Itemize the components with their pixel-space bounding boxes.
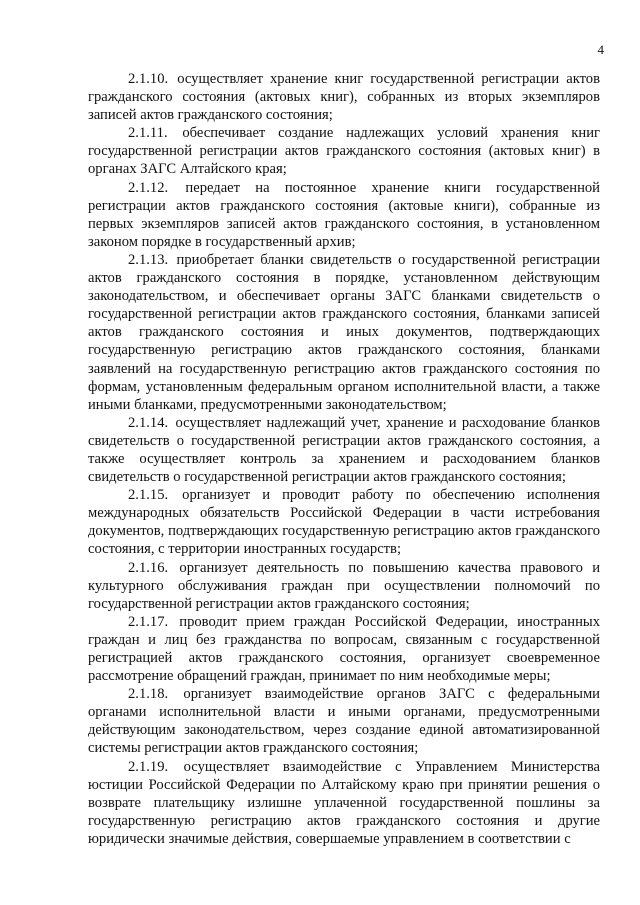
clause-text: осуществляет хранение книг государственной регистрации актов гражданского состояния (актовых книг), собранных из вторых экземпляров записей актов гражданского состояния;	[88, 71, 600, 124]
paragraph-2-1-16	[88, 559, 600, 613]
clause-text: приобретает бланки свидетельств о государственной регистрации актов гражданского состояния в порядке, установленном действующим законодательством, и обеспечивает органы ЗАГС бланками свидетельств о государственной регистрации актов гражданского состояния, бланками записей актов гражданского состояния и иных документов, подтверждающих государственную регистрацию актов гражданского состояния, бланками заявлений на государственную регистрацию актов гражданского состояния по формам, установленным федеральным органом исполнительной власти, а также иными бланками, предусмотренными законодательством;	[88, 251, 600, 413]
clause-number: 2.1.14.	[128, 414, 169, 431]
clause-text: осуществляет надлежащий учет, хранение и расходование бланков свидетельств о государственной регистрации актов гражданского состояния, а также осуществляет контроль за хранением и расходованием бланков свидетельств о государственной регистрации актов гражданского состояния;	[88, 414, 601, 486]
clause-number: 2.1.15.	[128, 487, 169, 504]
paragraph-2-1-17	[88, 613, 600, 685]
clause-text: организует взаимодействие органов ЗАГС с федеральными органами исполнительной власти и иными органами, предусмотренными действующим законодательством, через создание единой автоматизированной системы регистрации актов гражданского состояния;	[88, 686, 600, 757]
clause-number: 2.1.10.	[128, 71, 169, 87]
clause-text: организует и проводит работу по обеспечению исполнения международных обязательств Российской Федерации в части истребования документов, подтверждающих государственную регистрацию актов гражданского состояния, с территории иностранных государств;	[88, 487, 600, 558]
clause-number: 2.1.12.	[128, 179, 169, 196]
clause-text: передает на постоянное хранение книги государственной регистрации актов гражданского состояния (актовые книги), собранные из первых экземпляров записей актов гражданского состояния, в установленном законом порядке в государственный архив;	[88, 179, 600, 250]
clause-text: проводит прием граждан Российской Федерации, иностранных граждан и лиц без гражданства по вопросам, связанным с государственной регистрацией актов гражданского состояния, организует своевременное рассмотрение обращений граждан, принимает по ним необходимые меры;	[88, 613, 600, 685]
page-number: 4	[597, 42, 604, 57]
paragraph-2-1-13	[88, 251, 600, 414]
paragraph-2-1-12	[88, 179, 600, 251]
clause-text: обеспечивает создание надлежащих условий хранения книг государственной регистрации актов гражданского состояния (актовых книг) в органах ЗАГС Алтайского края;	[88, 125, 600, 178]
document-body	[88, 70, 600, 848]
paragraph-2-1-19	[88, 758, 600, 848]
paragraph-2-1-10	[88, 70, 600, 124]
clause-number: 2.1.19.	[128, 758, 169, 775]
paragraph-2-1-14	[88, 414, 600, 486]
paragraph-2-1-18	[88, 685, 600, 757]
clause-number: 2.1.18.	[128, 686, 169, 703]
paragraph-2-1-11	[88, 124, 600, 178]
clause-text: осуществляет взаимодействие с Управлением Министерства юстиции Российской Федерации по Алтайскому краю при принятии решения о возврате плательщику излишне уплаченной государственной пошлины за государственную регистрацию актов гражданского состояния и другие юридически значимые действия, совершаемые управлением в соответствии с	[88, 758, 600, 847]
clause-number: 2.1.17.	[128, 613, 169, 630]
clause-number: 2.1.16.	[128, 559, 169, 576]
clause-number: 2.1.11.	[128, 125, 168, 142]
clause-number: 2.1.13.	[128, 251, 169, 268]
paragraph-2-1-15	[88, 486, 600, 558]
clause-text: организует деятельность по повышению качества правового и культурного обслуживания граждан при осуществлении полномочий по государственной регистрации актов гражданского состояния;	[88, 559, 601, 612]
